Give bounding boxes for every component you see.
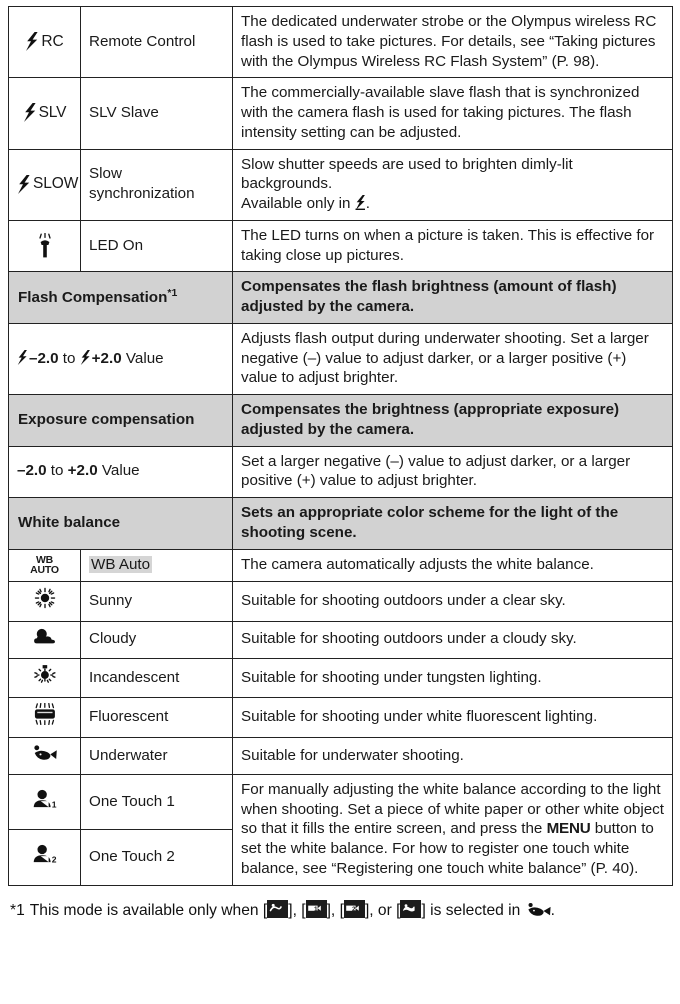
cloud-icon-cell: [9, 621, 81, 658]
section-title: [9, 272, 233, 324]
svg-text:1: 1: [313, 905, 318, 913]
flash-icon: [80, 350, 91, 365]
flash-compensation-range: [9, 323, 233, 394]
incandescent-bulb-icon: [33, 664, 57, 692]
exp-comp-mid: to: [46, 462, 68, 480]
mode-description: Set a larger negative (–) value to adjust darker, or a larger positive (+) value to adjust brighter.: [233, 446, 673, 498]
settings-table: [8, 6, 673, 886]
led-torch-icon-cell: [9, 220, 81, 272]
mode-description: The camera automatically adjusts the white balance.: [233, 549, 673, 582]
flash-slv-label: SLV: [38, 103, 67, 121]
footnote-sep-2: ], [: [326, 901, 344, 919]
mode-description: The dedicated underwater strobe or the Olympus wireless RC flash is used to take pictures. For details, see “Taking pictures with the Olympus Wireless RC Flash System” (P. 98).: [233, 7, 673, 78]
table-row: [9, 658, 673, 698]
section-description: Sets an appropriate color scheme for the light of the shooting scene.: [233, 498, 673, 550]
exp-comp-tail: Value: [97, 462, 140, 480]
mode-description: [233, 149, 673, 220]
flash-slv-icon-cell: [9, 78, 81, 149]
mode-name: One Touch 1: [81, 774, 233, 829]
mode-description: The commercially-available slave flash that is synchronized with the camera flash is used for taking pictures. The flash intensity setting can be adjusted.: [233, 78, 673, 149]
flash-slv-icon: [23, 103, 37, 122]
mode-description: Suitable for shooting outdoors under a cloudy sky.: [233, 621, 673, 658]
flash-rc-icon: [25, 32, 39, 51]
underwater-snapshot2-scene-icon: [344, 900, 365, 918]
one-touch-2-icon: [31, 844, 58, 870]
footnote-number: *1: [10, 901, 25, 919]
sun-icon: [34, 587, 56, 615]
fluorescent-tube-icon: [32, 703, 58, 731]
section-header-row: [9, 498, 673, 550]
footnote: [8, 900, 672, 921]
mode-description: Suitable for shooting under tungsten lighting.: [233, 658, 673, 698]
desc-part-2: button to set the white balance. For how to register one touch white balance, see “Registering one touch white balance” (P. 40).: [241, 820, 654, 877]
led-torch-icon: [37, 233, 53, 259]
section-title: [9, 498, 233, 550]
flash-mode-icon: [355, 195, 366, 210]
one-touch-merged-description: [233, 774, 673, 885]
mode-name: Underwater: [81, 738, 233, 775]
mode-name: Remote Control: [81, 7, 233, 78]
menu-button-label: MENU: [546, 820, 591, 838]
fluorescent-tube-icon-cell: [9, 698, 81, 738]
exp-comp-min: –2.0: [17, 462, 47, 480]
section-title: [9, 395, 233, 447]
mode-name: Fluorescent: [81, 698, 233, 738]
underwater-macro-scene-icon: [400, 900, 421, 918]
footnote-marker: *1: [167, 286, 178, 299]
wb-auto-icon: WB AUTO: [30, 553, 59, 576]
svg-text:2: 2: [351, 905, 356, 913]
footnote-sep-1: ], [: [288, 901, 306, 919]
svg-text:1: 1: [51, 799, 57, 809]
desc-line-2-suffix: .: [365, 195, 370, 212]
fish-icon: [31, 743, 59, 768]
section-description: Compensates the brightness (appropriate exposure) adjusted by the camera.: [233, 395, 673, 447]
desc-part-1: For manually adjusting the white balance according to the light when shooting. Set a piece of white paper or other white object so that it fills the entire screen, and press the: [241, 780, 664, 838]
mode-name: Sunny: [81, 582, 233, 622]
flash-comp-mid: to: [58, 349, 80, 367]
mode-description: Adjusts flash output during underwater shooting. Set a larger negative (–) value to adjust darker, or a larger positive (+) value to adjust brighter.: [233, 323, 673, 394]
mode-name-label: WB Auto: [91, 555, 151, 573]
fish-icon: [525, 902, 551, 916]
mode-name: SLV Slave: [81, 78, 233, 149]
mode-description: Suitable for underwater shooting.: [233, 738, 673, 775]
section-header-row: [9, 272, 673, 324]
table-row: [9, 7, 673, 78]
mode-name: Slow synchronization: [81, 149, 233, 220]
one-touch-1-icon: [31, 789, 58, 815]
table-row: [9, 220, 673, 272]
section-description: Compensates the flash brightness (amount of flash) adjusted by the camera.: [233, 272, 673, 324]
wb-auto-icon-cell: [9, 549, 81, 582]
exposure-compensation-range: [9, 446, 233, 498]
mode-description: Suitable for shooting under white fluorescent lighting.: [233, 698, 673, 738]
footnote-sep-3: ], or [: [364, 901, 401, 919]
footnote-text-before: This mode is available only when [: [29, 901, 268, 919]
section-header-row: [9, 395, 673, 447]
flash-rc-icon-cell: [9, 7, 81, 78]
table-row: [9, 78, 673, 149]
desc-line-2-prefix: Available only in: [241, 195, 355, 212]
mode-name: Incandescent: [81, 658, 233, 698]
flash-rc-label: RC: [41, 32, 64, 50]
flash-slow-icon: [17, 175, 31, 194]
incandescent-bulb-icon-cell: [9, 658, 81, 698]
mode-description: Suitable for shooting outdoors under a clear sky.: [233, 582, 673, 622]
mode-name: Cloudy: [81, 621, 233, 658]
flash-comp-min: –2.0: [29, 349, 59, 367]
exp-comp-max: +2.0: [67, 462, 98, 480]
mode-name: LED On: [81, 220, 233, 272]
flash-comp-max: +2.0: [91, 349, 122, 367]
table-row: [9, 621, 673, 658]
one-touch-2-icon-cell: [9, 830, 81, 885]
table-row: [9, 698, 673, 738]
mode-name: One Touch 2: [81, 830, 233, 885]
one-touch-1-icon-cell: [9, 774, 81, 829]
svg-text:2: 2: [51, 854, 57, 864]
footnote-terminator: .: [550, 901, 555, 919]
table-row: [9, 582, 673, 622]
cloud-icon: [33, 627, 57, 652]
underwater-wide-scene-icon: [267, 900, 288, 918]
flash-icon: [17, 350, 28, 365]
footnote-text-after: ] is selected in: [421, 901, 525, 919]
mode-description: The LED turns on when a picture is taken. This is effective for taking close up pictures.: [233, 220, 673, 272]
table-row: [9, 149, 673, 220]
mode-name: [81, 549, 233, 582]
sun-icon-cell: [9, 582, 81, 622]
table-row: [9, 549, 673, 582]
section-title-text: Flash Compensation: [18, 288, 168, 306]
desc-line-1: Slow shutter speeds are used to brighten dimly-lit backgrounds.: [241, 155, 573, 193]
table-row: [9, 774, 673, 829]
flash-slow-label: SLOW: [33, 175, 79, 193]
table-row: [9, 738, 673, 775]
section-title-text: White balance: [18, 513, 121, 531]
table-row: [9, 323, 673, 394]
underwater-snapshot1-scene-icon: [306, 900, 327, 918]
flash-slow-icon-cell: [9, 149, 81, 220]
table-row: [9, 446, 673, 498]
flash-comp-tail: Value: [121, 349, 164, 367]
fish-icon-cell: [9, 738, 81, 775]
section-title-text: Exposure compensation: [18, 410, 195, 428]
